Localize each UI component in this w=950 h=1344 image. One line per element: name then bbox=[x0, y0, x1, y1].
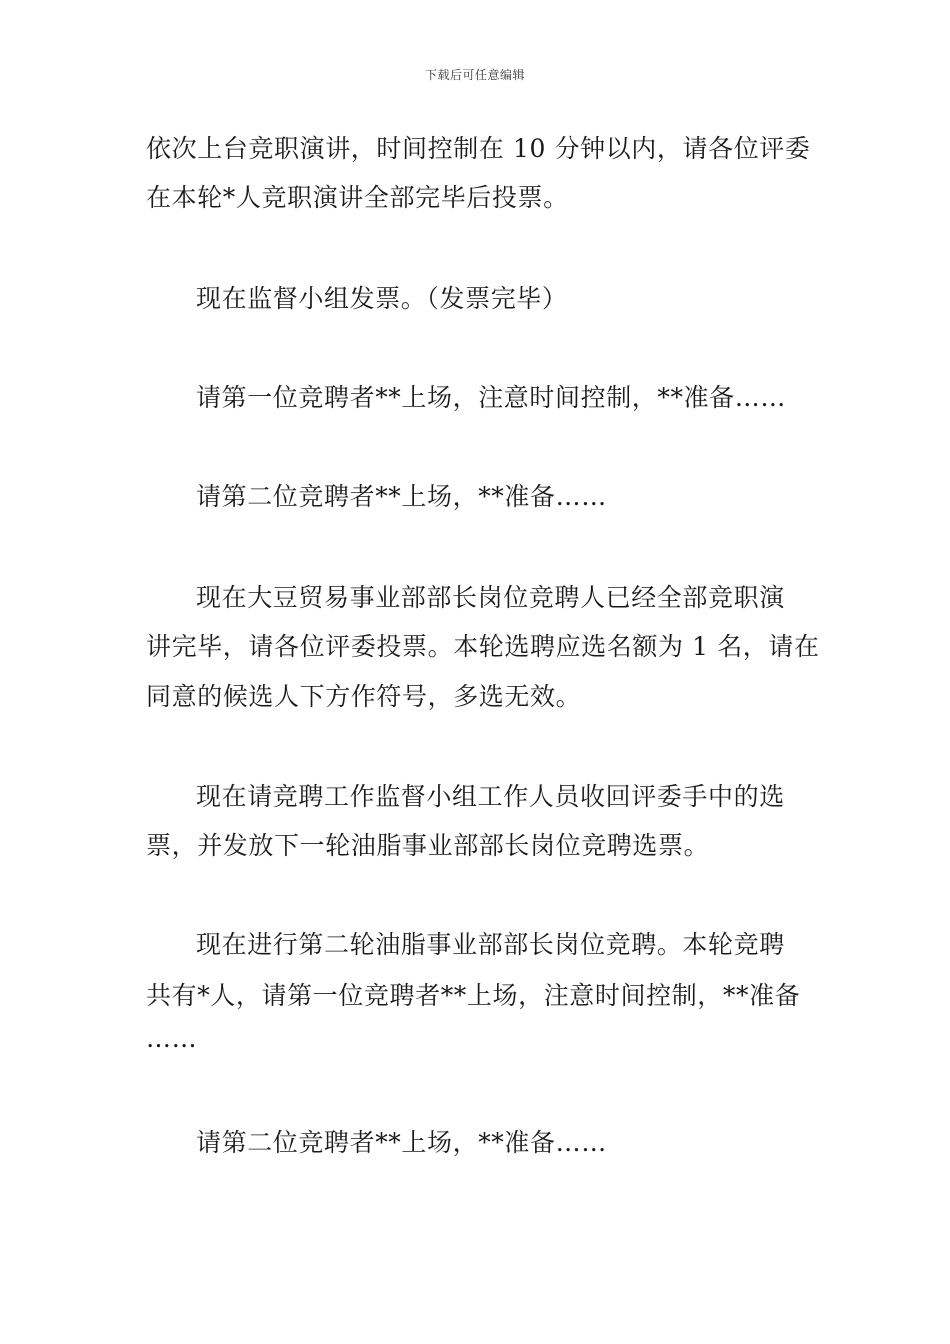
paragraph-6-line-2: 票，并发放下一轮油脂事业部部长岗位竞聘选票。 bbox=[146, 831, 710, 860]
paragraph-7-line-1: 现在进行第二轮油脂事业部部长岗位竞聘。本轮竞聘 bbox=[196, 930, 785, 959]
paragraph-5-line-3: 同意的候选人下方作符号，多选无效。 bbox=[146, 682, 582, 711]
page-header: 下载后可任意编辑 bbox=[424, 68, 525, 82]
paragraph-4-line-1: 请第二位竞聘者**上场，**准备…… bbox=[196, 482, 607, 511]
paragraph-8-line-1: 请第二位竞聘者**上场，**准备…… bbox=[196, 1128, 607, 1157]
paragraph-5-line-2: 讲完毕，请各位评委投票。本轮选聘应选名额为 1 名，请在 bbox=[146, 632, 820, 661]
paragraph-3-line-1: 请第一位竞聘者**上场，注意时间控制，**准备…… bbox=[196, 383, 787, 412]
paragraph-1-line-1: 依次上台竞职演讲，时间控制在 10 分钟以内，请各位评委 bbox=[146, 134, 811, 163]
paragraph-1-line-2: 在本轮*人竞职演讲全部完毕后投票。 bbox=[146, 183, 569, 212]
paragraph-7-line-3: …… bbox=[146, 1024, 198, 1053]
paragraph-6-line-1: 现在请竞聘工作监督小组工作人员收回评委手中的选 bbox=[196, 782, 785, 811]
paragraph-7-line-2: 共有*人，请第一位竞聘者**上场，注意时间控制，**准备 bbox=[146, 981, 801, 1010]
paragraph-5-line-1: 现在大豆贸易事业部部长岗位竞聘人已经全部竞职演 bbox=[196, 583, 785, 612]
paragraph-2-line-1: 现在监督小组发票。（发票完毕） bbox=[196, 284, 568, 313]
